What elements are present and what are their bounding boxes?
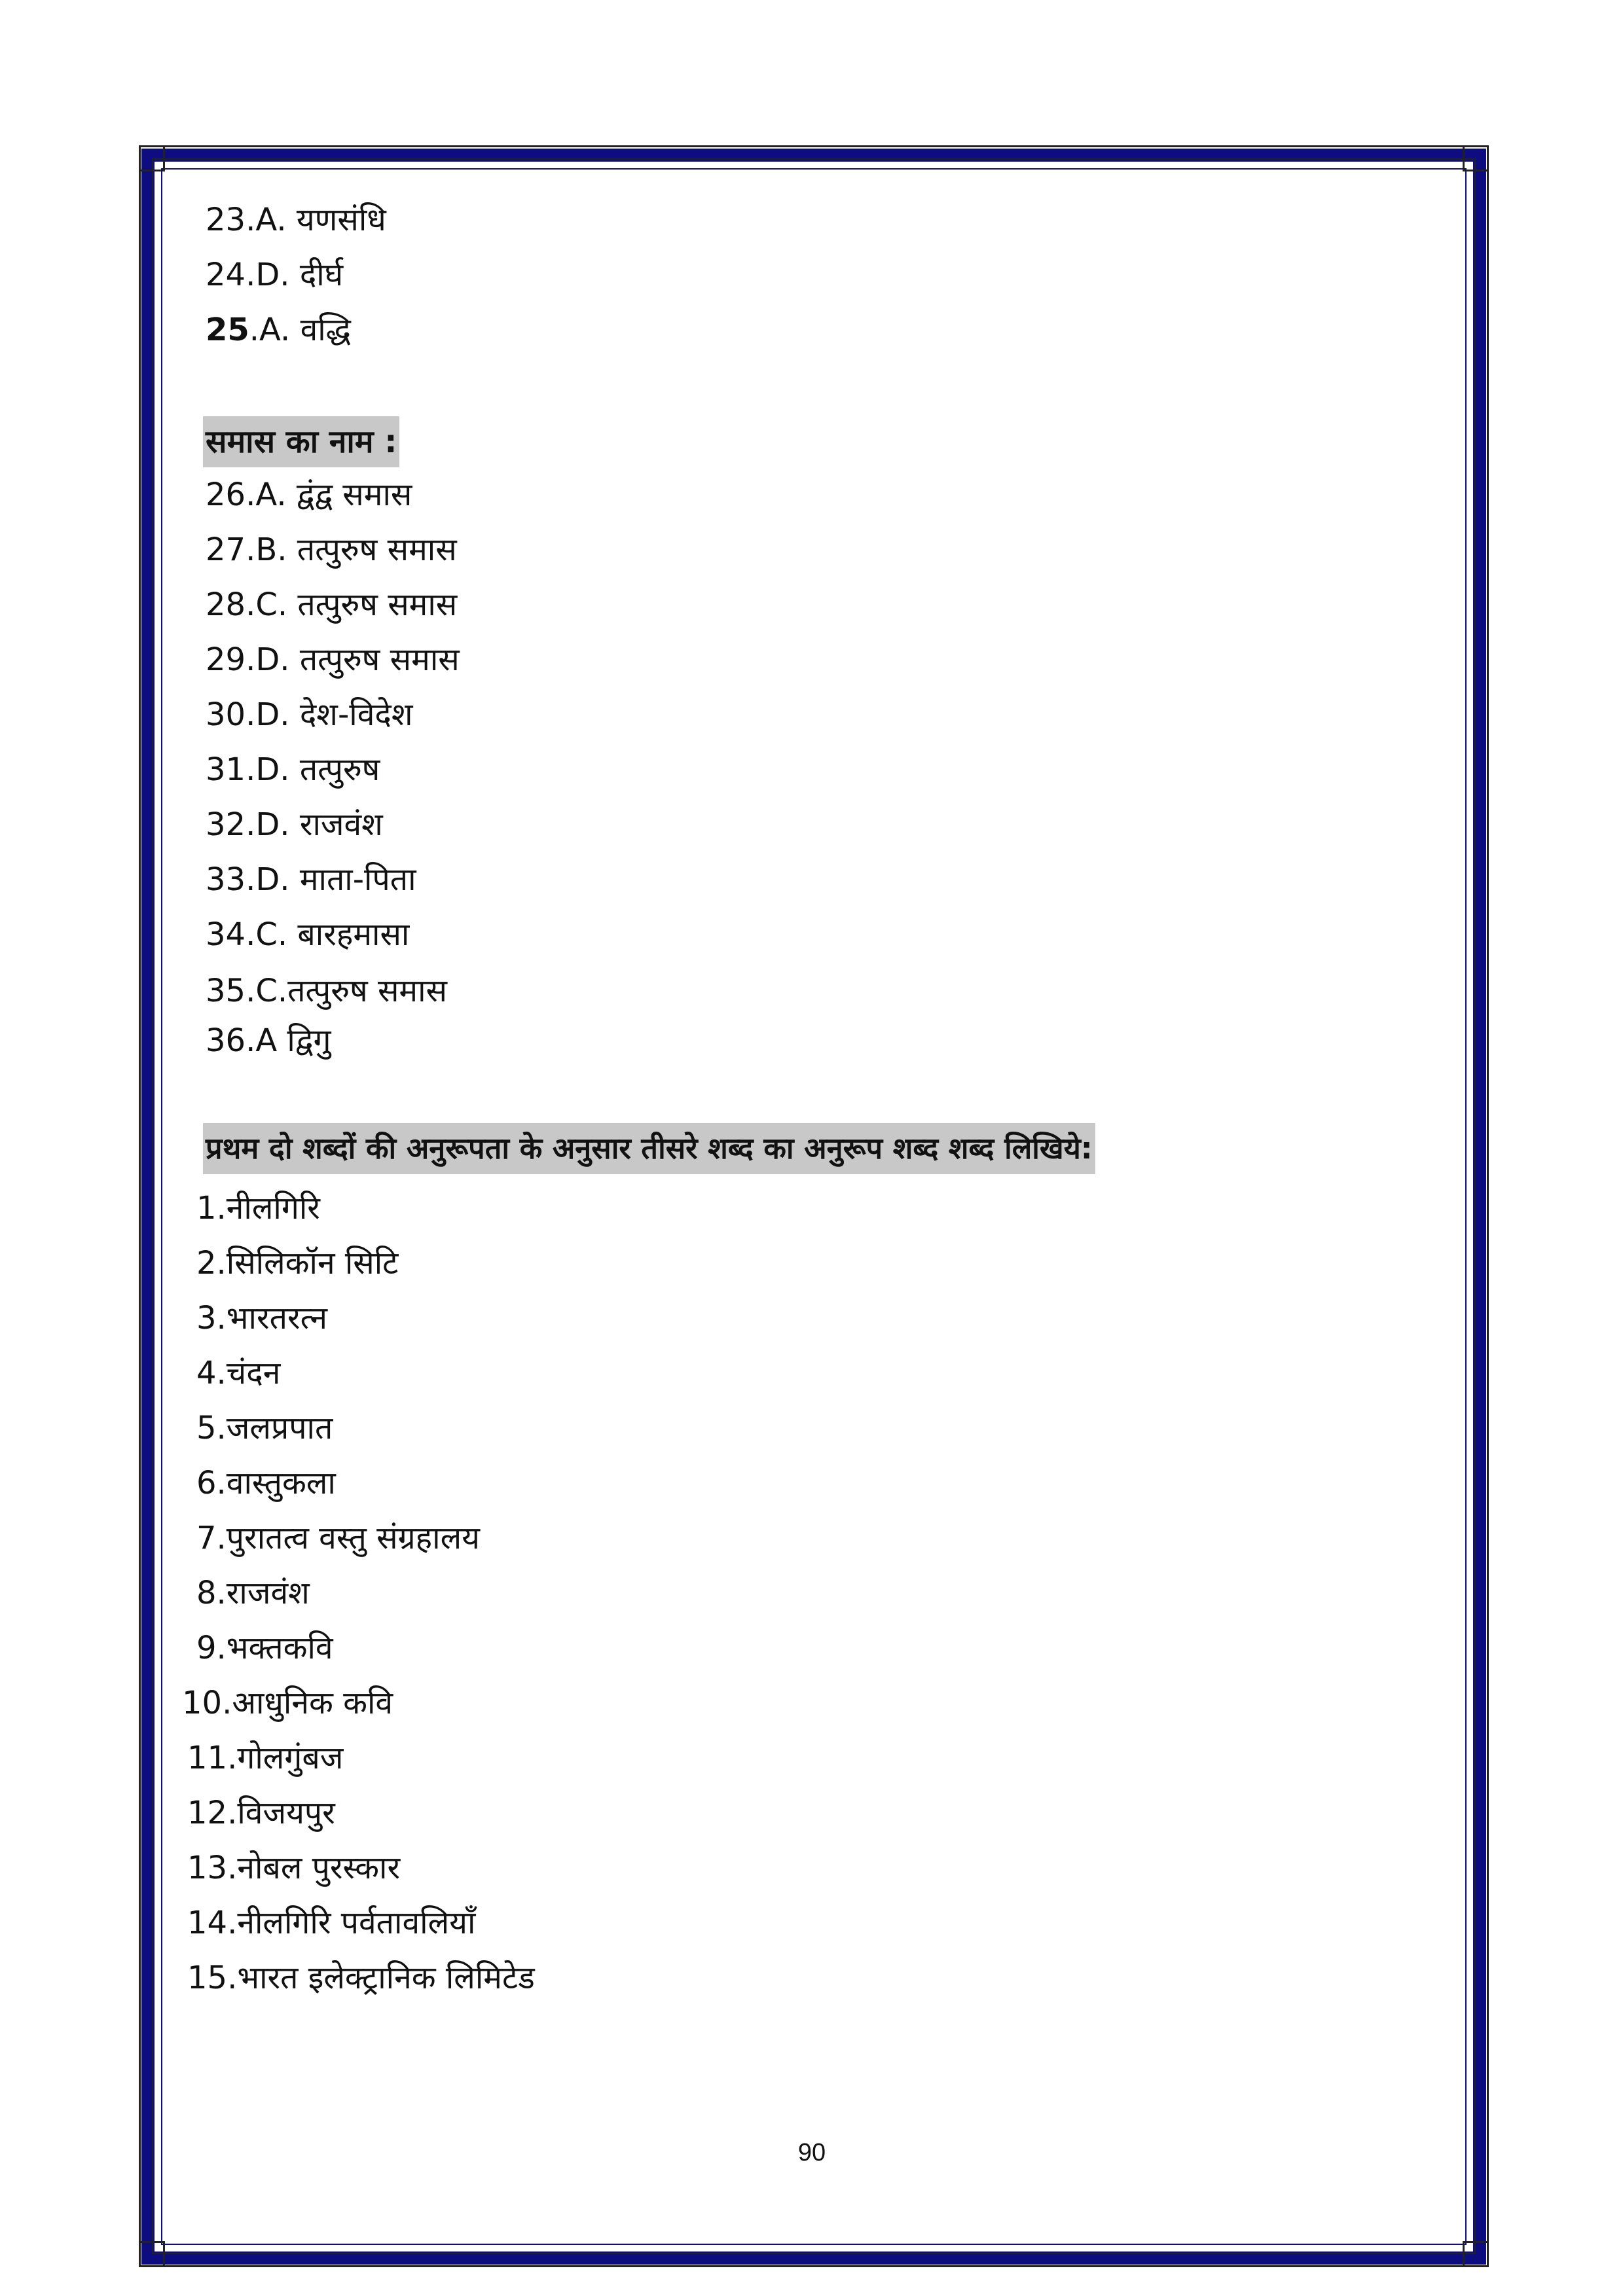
answer-line: 26.A. द्वंद्व समास [206, 476, 412, 513]
list-item: 4.चंदन [196, 1355, 281, 1391]
answer-line: 36.A द्विगु [206, 1022, 331, 1059]
list-item: 7.पुरातत्व वस्तु संग्रहालय [196, 1520, 480, 1556]
list-item: 12.विजयपुर [187, 1795, 335, 1831]
list-item: 14.नीलगिरि पर्वतावलियाँ [187, 1905, 476, 1941]
list-item: 1.नीलगिरि [196, 1190, 320, 1227]
answer-line: 33.D. माता-पिता [206, 861, 416, 898]
list-item: 10.आधुनिक कवि [182, 1685, 393, 1721]
list-item: 8.राजवंश [196, 1575, 310, 1611]
list-item: 3.भारतरत्न [196, 1300, 327, 1336]
answer-line: 28.C. तत्पुरुष समास [206, 586, 458, 623]
corner-ornament [1463, 2241, 1489, 2267]
answer-line: 24.D. दीर्घ [206, 257, 344, 293]
list-item: 2.सिलिकॉन सिटि [196, 1245, 399, 1282]
corner-ornament [1463, 145, 1489, 171]
list-item: 11.गोलगुंबज [187, 1740, 344, 1776]
answer-line: 35.C.तत्पुरुष समास [206, 973, 447, 1009]
list-item: 15.भारत इलेक्ट्रानिक लिमिटेड [187, 1960, 535, 1996]
section-heading-samas: समास का नाम : [203, 416, 399, 467]
answer-line: 23.A. यणसंधि [206, 202, 386, 238]
answer-line: 34.C. बारहमासा [206, 916, 410, 953]
section-heading-analogy: प्रथम दो शब्दों की अनुरूपता के अनुसार तीसरे शब्द का अनुरूप शब्द शब्द लिखिये: [203, 1123, 1095, 1174]
corner-ornament [139, 2241, 165, 2267]
answer-line: 31.D. तत्पुरुष [206, 751, 380, 788]
answer-line: 29.D. तत्पुरुष समास [206, 641, 460, 678]
list-item: 6.वास्तुकला [196, 1465, 336, 1501]
answer-line: 27.B. तत्पुरुष समास [206, 531, 457, 568]
answer-line: 32.D. राजवंश [206, 806, 383, 843]
list-item: 13.नोबल पुरस्कार [187, 1850, 401, 1886]
list-item: 9.भक्तकवि [196, 1630, 333, 1666]
corner-ornament [139, 145, 165, 171]
answer-line: 30.D. देश-विदेश [206, 696, 413, 733]
answer-line: 25.A. वद्धि [206, 312, 352, 348]
page-number: 90 [797, 2139, 826, 2166]
list-item: 5.जलप्रपात [196, 1410, 333, 1446]
